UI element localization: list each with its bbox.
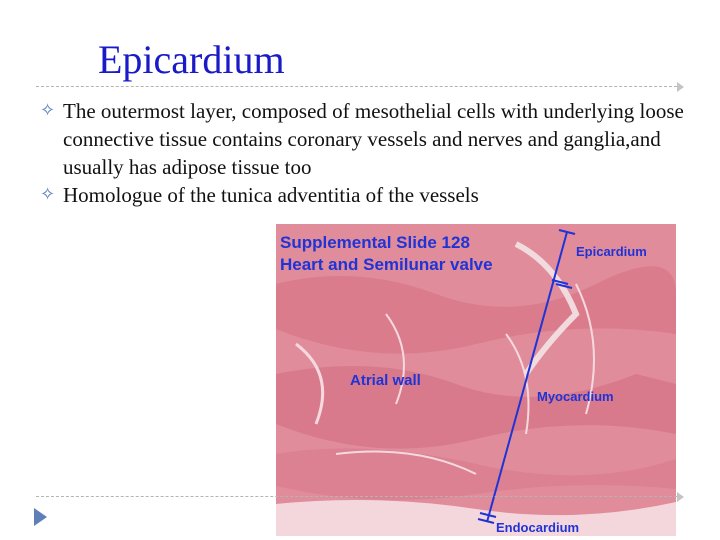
four-point-star-icon: ✧: [40, 100, 56, 121]
triangle-marker-icon: [677, 492, 684, 502]
micrograph-image: [276, 224, 676, 536]
label-myocardium: Myocardium: [537, 389, 614, 404]
image-heading-line2: Heart and Semilunar valve: [280, 255, 493, 274]
bullet-text: Homologue of the tunica adventitia of the vessels: [63, 183, 479, 207]
label-endocardium: Endocardium: [496, 520, 580, 535]
divider-bottom: [36, 496, 682, 497]
bullet-item: [40, 181, 700, 209]
divider-top: [36, 86, 682, 87]
bullet-item: [40, 97, 700, 181]
bullet-text: The outermost layer, composed of mesothelial cells with underlying loose connective tissue contains coronary vessels and nerves and ganglia,and usually has adipose tissue too: [63, 99, 684, 179]
image-heading-line1: Supplemental Slide 128: [280, 233, 470, 252]
micrograph-svg: [276, 224, 676, 536]
four-point-star-icon: ✧: [40, 184, 56, 205]
label-epicardium: Epicardium: [576, 244, 647, 259]
triangle-marker-icon: [677, 82, 684, 92]
slide-title: Epicardium: [98, 37, 285, 82]
next-slide-arrow-icon[interactable]: [34, 508, 47, 526]
label-atrial-wall: Atrial wall: [350, 372, 421, 389]
bullet-list: [40, 97, 700, 209]
